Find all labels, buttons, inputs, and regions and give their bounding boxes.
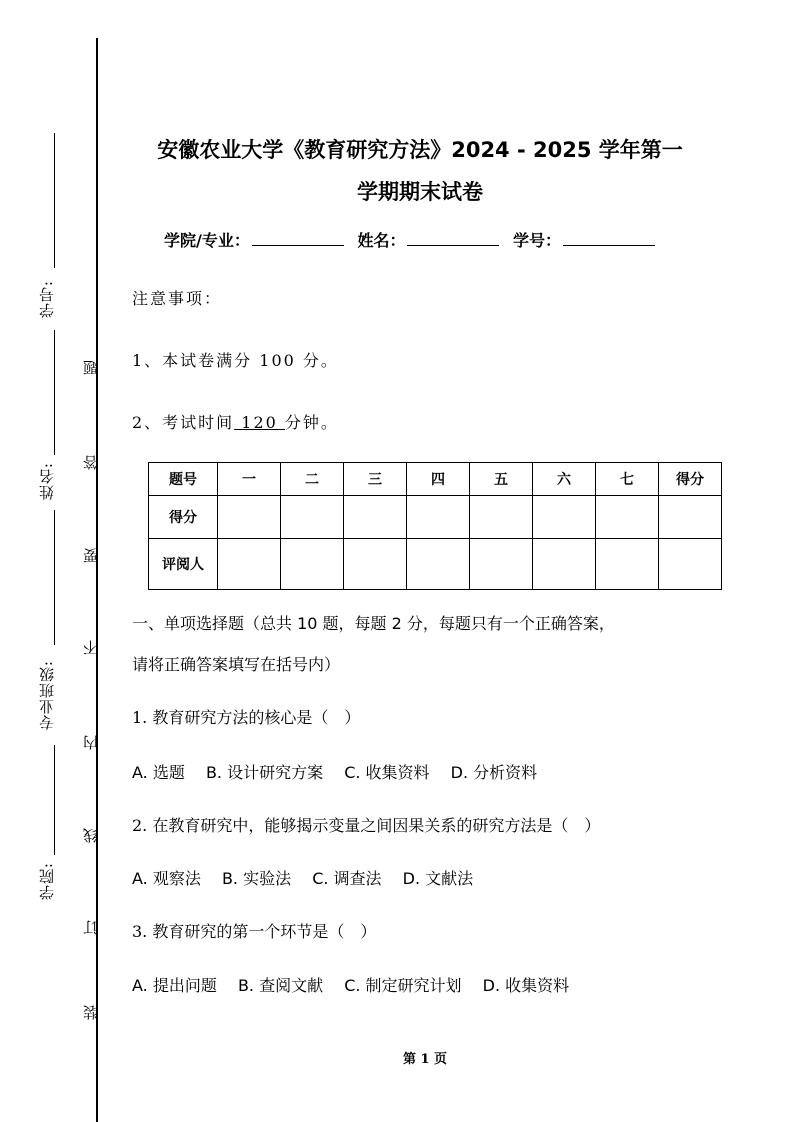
question-number: 2. <box>132 816 148 835</box>
seal-char: 装 <box>82 1005 100 1020</box>
exam-title-line1: 安徽农业大学《教育研究方法》2024 - 2025 学年第一 <box>157 138 683 162</box>
seal-char: 订 <box>82 920 100 935</box>
question-1 <box>132 705 360 728</box>
header-cell: 四 <box>407 463 470 496</box>
student-info-line <box>164 228 663 251</box>
score-cell[interactable] <box>596 496 659 539</box>
reviewer-cell[interactable] <box>407 539 470 590</box>
reviewer-cell[interactable] <box>218 539 281 590</box>
option-b[interactable]: B. 实验法 <box>221 869 292 888</box>
seal-char: 内 <box>82 735 100 750</box>
question-number: 1. <box>132 708 148 727</box>
score-table <box>148 462 722 590</box>
score-table-header <box>149 463 722 496</box>
margin-underline <box>54 510 55 645</box>
reviewer-cell[interactable] <box>533 539 596 590</box>
score-cell[interactable] <box>344 496 407 539</box>
college-major-label: 学院/专业： <box>164 231 250 250</box>
note-exam-time-suffix: 分钟。 <box>284 413 339 432</box>
question-1-options <box>132 760 553 783</box>
header-cell: 三 <box>344 463 407 496</box>
option-d[interactable]: D. 收集资料 <box>482 976 570 995</box>
option-a[interactable]: A. 观察法 <box>132 869 201 888</box>
margin-label-major-class: 专业班级: <box>38 660 56 731</box>
option-a[interactable]: A. 提出问题 <box>132 976 217 995</box>
seal-char: 要 <box>82 548 100 563</box>
option-a[interactable]: A. 选题 <box>132 763 185 782</box>
question-2-options <box>132 866 489 889</box>
score-cell[interactable] <box>533 496 596 539</box>
seal-char: 线 <box>82 828 100 843</box>
note-full-score: 1、本试卷满分 100 分。 <box>132 351 339 370</box>
option-c[interactable]: C. 收集资料 <box>344 763 430 782</box>
section-heading-line2: 请将正确答案填写在括号内） <box>132 655 341 674</box>
option-b[interactable]: B. 查阅文献 <box>237 976 324 995</box>
note-exam-time <box>132 410 339 433</box>
score-cell[interactable] <box>470 496 533 539</box>
option-d[interactable]: D. 分析资料 <box>450 763 538 782</box>
student-id-label: 学号： <box>513 231 562 250</box>
reviewer-row <box>149 539 722 590</box>
reviewer-cell[interactable] <box>596 539 659 590</box>
seal-char: 答 <box>82 455 100 470</box>
option-d[interactable]: D. 文献法 <box>402 869 474 888</box>
question-2 <box>132 813 600 836</box>
reviewer-cell[interactable] <box>281 539 344 590</box>
question-text: 教育研究的第一个环节是（ ） <box>152 922 377 941</box>
header-cell: 得分 <box>659 463 722 496</box>
question-3 <box>132 919 376 942</box>
note-exam-time-prefix: 2、考试时间 <box>132 413 235 432</box>
seal-char: 不 <box>82 640 100 655</box>
question-3-options <box>132 973 585 996</box>
margin-underline <box>54 133 55 268</box>
question-number: 3. <box>132 922 148 941</box>
score-cell[interactable] <box>659 496 722 539</box>
margin-underline <box>54 330 55 455</box>
reviewer-cell[interactable] <box>659 539 722 590</box>
score-cell[interactable] <box>281 496 344 539</box>
binding-line <box>96 38 98 1122</box>
section-heading-line1: 一、单项选择题（总共 10 题，每题 2 分，每题只有一个正确答案， <box>132 614 615 633</box>
margin-label-student-id: 学号: <box>38 280 56 319</box>
question-text: 在教育研究中，能够揭示变量之间因果关系的研究方法是（ ） <box>152 816 601 835</box>
row-label: 评阅人 <box>149 539 218 590</box>
college-major-blank[interactable] <box>252 231 344 246</box>
margin-label-college: 学院: <box>38 862 56 901</box>
reviewer-cell[interactable] <box>344 539 407 590</box>
score-cell[interactable] <box>407 496 470 539</box>
header-cell: 六 <box>533 463 596 496</box>
row-label: 得分 <box>149 496 218 539</box>
header-cell: 一 <box>218 463 281 496</box>
seal-char: 题 <box>82 360 100 375</box>
exam-time-value: 120 <box>234 413 285 432</box>
option-b[interactable]: B. 设计研究方案 <box>205 763 324 782</box>
reviewer-cell[interactable] <box>470 539 533 590</box>
question-text: 教育研究方法的核心是（ ） <box>152 708 361 727</box>
score-cell[interactable] <box>218 496 281 539</box>
option-c[interactable]: C. 调查法 <box>312 869 382 888</box>
option-c[interactable]: C. 制定研究计划 <box>344 976 462 995</box>
student-id-blank[interactable] <box>563 231 655 246</box>
score-row <box>149 496 722 539</box>
margin-underline <box>54 745 55 855</box>
name-blank[interactable] <box>407 231 499 246</box>
header-cell: 题号 <box>149 463 218 496</box>
margin-label-name: 姓名: <box>38 462 56 501</box>
header-cell: 二 <box>281 463 344 496</box>
notes-heading: 注意事项： <box>132 289 223 308</box>
page-number: 第 1 页 <box>402 1052 448 1067</box>
exam-title-line2: 学期期末试卷 <box>357 180 483 204</box>
header-cell: 五 <box>470 463 533 496</box>
header-cell: 七 <box>596 463 659 496</box>
name-label: 姓名： <box>357 231 406 250</box>
